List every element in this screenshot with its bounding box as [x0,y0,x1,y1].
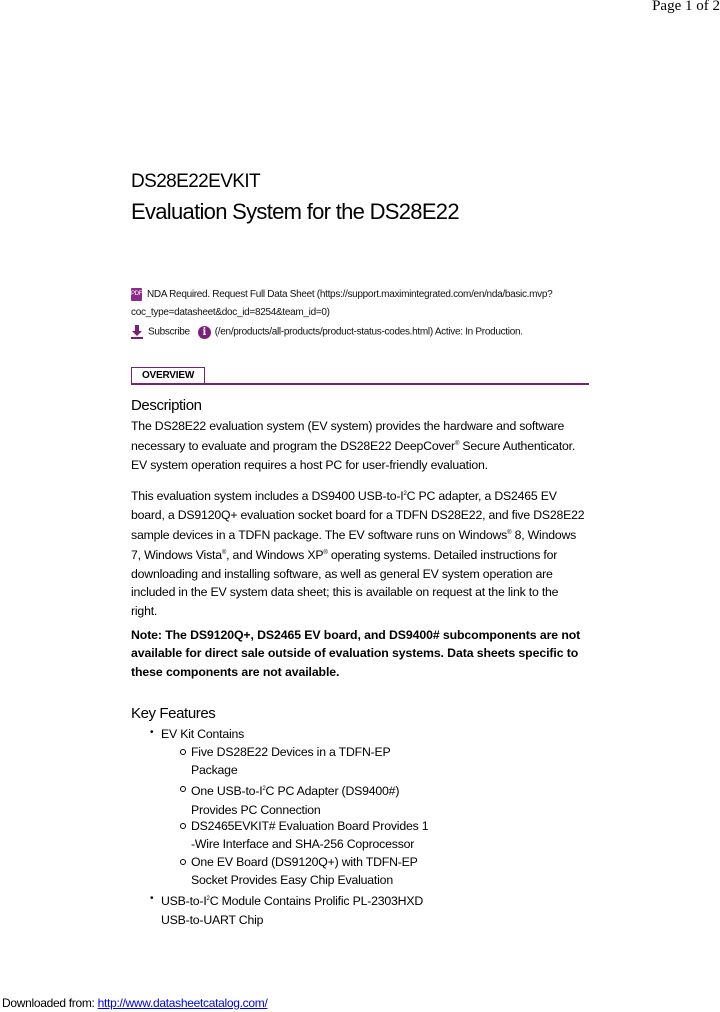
bullet-icon: • [150,893,154,904]
key-features-heading: Key Features [131,705,216,722]
footer-label: Downloaded from: [2,996,95,1010]
description-heading: Description [131,397,202,414]
circle-bullet-icon [180,786,186,792]
feature-item-usb-module: USB-$to-I^2C$ Module Contains Prolific PL-2303HXD USB-to-UART Chip [161,894,424,927]
status-text: Active: In Production. [434,326,523,338]
nda-line-2: coc_type=datasheet&doc_id=8254&team_id=0) [131,307,330,318]
sub-feature-eval-board: DS2465EVKIT# Evaluation Board Provides 1 -Wire Interface and SHA-256 Coprocessor [191,819,429,852]
footer-link[interactable]: http://www.datasheetcatalog.com/ [97,996,268,1010]
circle-bullet-icon [180,823,186,829]
pdf-icon: PDF [131,288,142,301]
part-number: DS28E22EVKIT [131,171,261,192]
bullet-icon: • [150,727,154,738]
subscribe-row [131,325,523,339]
description-paragraph-1: The DS28E22 evaluation system (EV system) provides the hardware and software necessary to evaluate and program the DS28E22 DeepCover® Secure Authenticator. EV system operation requires a host PC for user-friendly evaluation. [131,419,576,472]
info-icon[interactable]: i [198,326,211,339]
tab-overview[interactable]: OVERVIEW [131,367,205,384]
circle-bullet-icon [180,749,186,755]
description-paragraph-2: This evaluation system includes a DS9400 USB-$to-I^2C$ PC adapter, a DS2465 EV board, a DS9120Q+ evaluation socket board for a TDFN DS28E22, and five DS28E22 sample devices in a TDFN package. The EV software runs on Windows® 8, Windows 7, Windows Vista®, and Windows XP® operating systems. Detailed instructions for downloading and installing software, as well as general EV system operation are included in the EV system data sheet; this is available on request at the link to the right. [131,489,585,618]
sub-feature-adapter: One USB-$to-I^2C$ PC Adapter (DS9400#) Provides PC Connection [191,784,400,817]
subscribe-link[interactable]: Subscribe [148,326,190,338]
page-number: Page 1 of 2 [652,0,720,14]
nda-request-link[interactable] [131,288,552,301]
page-title: Evaluation System for the DS28E22 [131,199,459,224]
note-paragraph: Note: The DS9120Q+, DS2465 EV board, and DS9400# subcomponents are not available for direct sale outside of evaluation systems. Data sheets specific to these components are not available. [131,628,581,679]
nda-line-1: NDA Required. Request Full Data Sheet (https://support.maximintegrated.com/en/nda/basic.mvp? [147,289,553,301]
status-codes-link[interactable]: (/en/products/all-products/product-status-codes.html) [214,326,433,338]
feature-item-ev-kit: EV Kit Contains [161,727,245,741]
sub-feature-ev-board: One EV Board (DS9120Q+) with TDFN-EP Socket Provides Easy Chip Evaluation [191,855,418,888]
footer [2,996,267,1010]
download-icon[interactable] [131,325,143,339]
sub-feature-devices: Five DS28E22 Devices in a TDFN-EP Package [191,745,391,778]
tab-underline [131,383,589,385]
circle-bullet-icon [180,859,186,865]
